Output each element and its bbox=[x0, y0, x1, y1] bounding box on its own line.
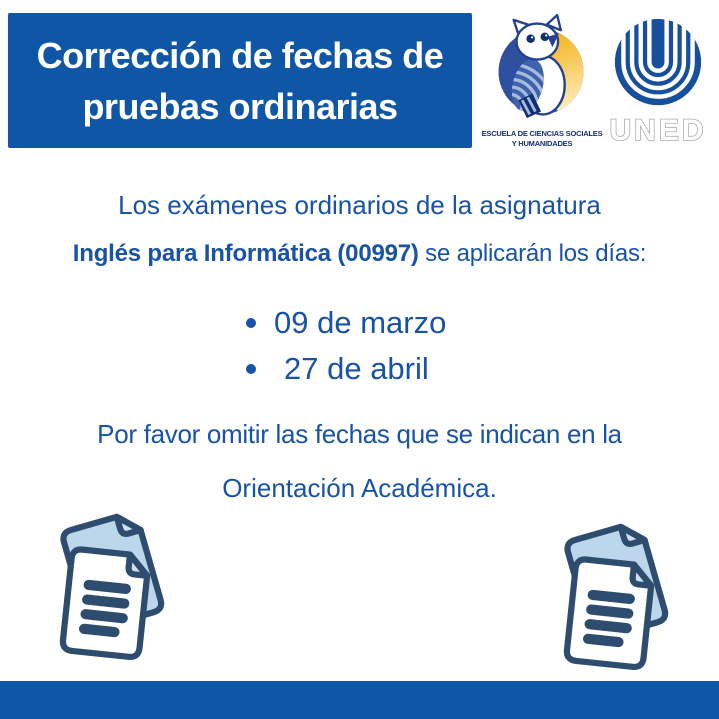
uned-circle-icon bbox=[610, 16, 706, 112]
poster-title-line-2: pruebas ordinarias bbox=[82, 85, 398, 127]
owl-icon bbox=[490, 12, 594, 126]
school-caption bbox=[472, 129, 612, 148]
document-stack-icon-left bbox=[34, 492, 204, 664]
document-stack-icon-right bbox=[538, 502, 708, 674]
front-sheet bbox=[566, 559, 653, 668]
owl-head bbox=[514, 15, 561, 59]
footer-bar bbox=[0, 681, 719, 719]
school-caption-line-1: ESCUELA DE CIENCIAS SOCIALES bbox=[481, 129, 603, 138]
course-name: Inglés para Informática (00997) bbox=[72, 240, 419, 267]
note-line-1: Por favor omitir las fechas que se indican en la bbox=[97, 419, 622, 449]
date-item-1: 09 de marzo bbox=[246, 300, 446, 346]
school-logo bbox=[490, 12, 594, 126]
note-line-2: Orientación Académica. bbox=[222, 473, 497, 503]
dates-list bbox=[246, 300, 446, 392]
uned-wordmark bbox=[602, 112, 714, 148]
header-banner bbox=[8, 13, 472, 148]
intro-text-line-2 bbox=[0, 240, 719, 268]
front-sheet bbox=[62, 549, 149, 658]
school-caption-line-2: Y HUMANIDADES bbox=[511, 138, 573, 148]
intro-text-line-1: Los exámenes ordinarios de la asignatura bbox=[118, 190, 601, 220]
owl-eye-left bbox=[526, 34, 535, 43]
uned-logo bbox=[610, 16, 706, 112]
poster-title-line-1: Corrección de fechas de bbox=[36, 34, 444, 76]
uned-wordmark-text: UNED bbox=[609, 114, 707, 147]
date-item-2: 27 de abril bbox=[246, 346, 446, 392]
intro-text-suffix: se aplicarán los días: bbox=[418, 240, 647, 267]
